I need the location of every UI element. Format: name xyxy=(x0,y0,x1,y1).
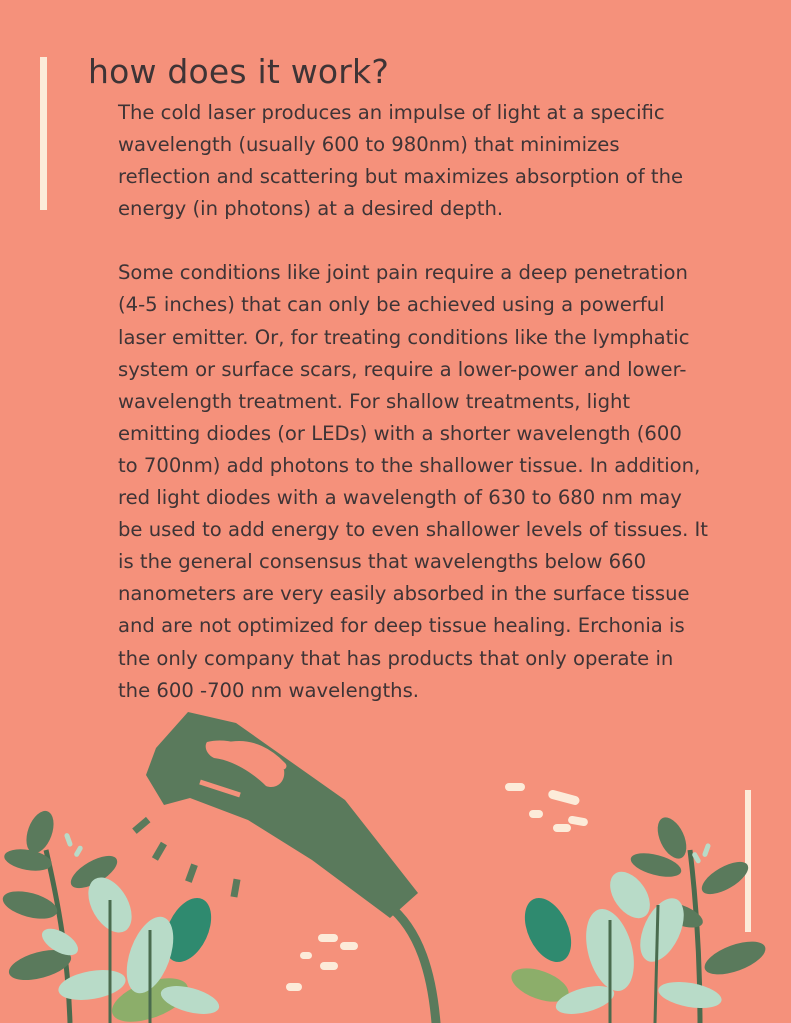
text-line: (4-5 inches) that can only be achieved using a powerful xyxy=(118,293,665,317)
text-line: laser emitter. Or, for treating conditions like the lymphatic xyxy=(118,325,690,349)
text-line: The cold laser produces an impulse of light at a specific xyxy=(118,101,665,124)
paragraph-2 xyxy=(118,257,748,706)
section-heading: how does it work? xyxy=(88,52,390,91)
laser-device-icon xyxy=(132,712,418,918)
text-line: emitting diodes (or LEDs) with a shorter wavelength (600 xyxy=(118,421,682,445)
text-line: system or surface scars, require a lower-power and lower- xyxy=(118,357,687,381)
plant-cluster-icon xyxy=(507,813,769,1023)
text-line: wavelength treatment. For shallow treatments, light xyxy=(118,389,631,413)
text-line: and are not optimized for deep tissue healing. Erchonia is xyxy=(118,614,685,638)
text-line: wavelength (usually 600 to 980nm) that minimizes xyxy=(118,133,620,157)
decorative-illustration xyxy=(0,700,791,1023)
text-line: reflection and scattering but maximizes absorption of the xyxy=(118,165,684,189)
text-line: red light diodes with a wavelength of 630 to 680 nm may xyxy=(118,486,682,510)
left-accent-bar xyxy=(40,57,47,210)
text-line: to 700nm) add photons to the shallower tissue. In addition, xyxy=(118,453,701,477)
plant-cluster-icon xyxy=(0,807,222,1023)
text-line: the 600 -700 nm wavelengths. xyxy=(118,678,420,702)
text-line: is the general consensus that wavelengths below 660 xyxy=(118,550,647,574)
cord-icon xyxy=(388,905,436,1023)
text-line: energy (in photons) at a desired depth. xyxy=(118,197,504,221)
body-text xyxy=(118,97,748,707)
text-line: the only company that has products that only operate in xyxy=(118,646,674,670)
text-line: be used to add energy to even shallower levels of tissues. It xyxy=(118,518,708,542)
text-line: nanometers are very easily absorbed in the surface tissue xyxy=(118,582,690,606)
text-line: Some conditions like joint pain require a deep penetration xyxy=(118,261,688,285)
paragraph-1 xyxy=(118,97,748,225)
